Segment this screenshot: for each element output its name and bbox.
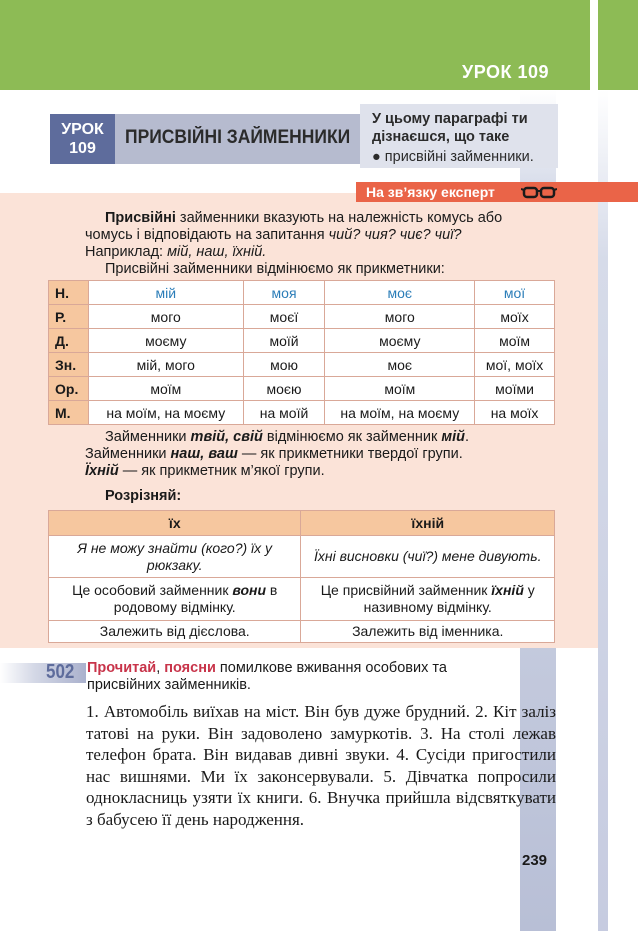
note-text: . [465,429,470,445]
column-header: їхній [301,511,555,536]
table-cell: моєму [325,329,475,353]
note-text: Займенники [85,446,171,462]
case-label: Зн. [49,353,89,377]
table-cell: мої, моїх [475,353,555,377]
table-cell: мого [325,305,475,329]
declension-table [48,280,555,425]
rule-term: Присвійні [105,210,176,226]
case-label: Р. [49,305,89,329]
intro-text [372,110,528,146]
table-row [49,353,555,377]
table-row [49,305,555,329]
table-row [49,329,555,353]
declension-note [85,429,525,480]
expert-label: На зв’язку експерт [366,184,495,200]
table-cell [301,578,555,621]
case-label: М. [49,401,89,425]
instruction-rest: помилкове вживання особових та присвійних займенників. [87,660,447,693]
table-cell: моєю [243,377,325,401]
lesson-number: 109 [69,140,96,157]
table-cell: моєму [88,329,243,353]
table-row [49,401,555,425]
table-row [49,377,555,401]
declension-intro: Присвійні займенники відмінюємо як прикметники: [105,261,445,277]
rule-text-1: займенники вказують на належність комусь або чомусь і відповідають на запитання [85,210,503,243]
cell-text: в родовому відмінку. [113,582,278,615]
cell-pronoun: їхній [491,582,524,598]
case-label: Д. [49,329,89,353]
table-cell: Я не можу знайти (кого?) їх у рюкзаку. [77,539,273,573]
rule-text-2: Наприклад: [85,244,168,260]
table-row [49,281,555,305]
glasses-icon [521,182,557,202]
distinguish-table [48,510,555,643]
table-cell: мої [475,281,555,305]
note-text: Займенники [105,429,191,445]
table-row [49,621,555,643]
top-band-gap [590,0,598,90]
lesson-word: УРОК [61,121,104,138]
running-header: УРОК 109 [462,62,549,82]
lesson-number-box [50,114,115,164]
table-cell: моїй [243,329,325,353]
table-cell: мого [88,305,243,329]
table-cell: Їхні висновки (чиї?) мене дивують. [313,548,542,564]
note-text: — як прикметник м’якої групи. [118,463,325,479]
table-cell: мій [88,281,243,305]
table-cell: на моїм, на моєму [88,401,243,425]
note-text: — як прикметники твердої групи. [237,446,463,462]
cell-text: Це присвійний займенник [320,582,492,598]
note-text: відмінюємо як займенник [262,429,442,445]
table-row [49,536,555,578]
table-cell: на моїй [243,401,325,425]
table-cell: моїх [475,305,555,329]
exercise-body: 1. Автомобіль виїхав на міст. Він був дуже брудний. 2. Кіт заліз татові на руки. Він задоволено замуркотів. 3. На столі лежав телефон брата. Він видавав дивні звуки. 4. Сусіди пригостили нас вишнями. Ми їх законсервували. 5. Дівчатка попросили однокласниць узяти їх книги. 6. Внучка прийшла відсвяткувати з бабусею її день народження. [86,702,556,829]
case-label: Ор. [49,377,89,401]
case-label: Н. [49,281,89,305]
exercise-instruction [87,660,517,694]
side-strip-edge [598,90,608,931]
table-cell: моїм [475,329,555,353]
table-cell: Залежить від іменника. [301,621,555,643]
table-header-row [49,511,555,536]
intro-item: ● присвійні займенники. [372,149,534,165]
distinguish-label: Розрізняй: [105,488,182,504]
cell-text: у називному відмінку. [363,582,535,615]
rule-questions: чий? чия? чиє? чиї? [328,227,462,243]
table-cell [49,578,301,621]
rule-examples: мій, наш, їхній. [167,244,267,260]
table-row [49,578,555,621]
verb-read: Прочитай [87,660,157,676]
exercise-number: 502 [46,661,75,683]
table-cell: моє [325,281,475,305]
table-cell: Залежить від дієслова. [49,621,301,643]
table-cell: на моїм, на моєму [325,401,475,425]
note-pronoun: мій [441,429,465,445]
lesson-title: ПРИСВІЙНІ ЗАЙМЕННИКИ [125,127,351,148]
page-number: 239 [522,852,548,869]
verb-explain: поясни [164,660,216,676]
column-header: їх [49,511,301,536]
table-cell: моя [243,281,325,305]
note-pronoun: Їхній [85,463,119,479]
rule-text [85,210,525,278]
table-cell: моїм [88,377,243,401]
cell-pronoun: вони [232,582,267,598]
intro-line-2: дізнаєшся, що таке [372,129,510,145]
table-cell: моїми [475,377,555,401]
table-cell: моє [325,353,475,377]
note-pronoun: твій, свій [190,429,263,445]
table-cell: мій, мого [88,353,243,377]
table-cell: моїм [325,377,475,401]
cell-text: Це особовий займенник [72,582,233,598]
comma: , [156,660,165,676]
top-band-right [598,0,638,90]
intro-line-1: У цьому параграфі ти [372,111,528,127]
table-cell: моєї [243,305,325,329]
table-cell: мою [243,353,325,377]
table-cell: на моїх [475,401,555,425]
note-pronoun: наш, ваш [170,446,238,462]
